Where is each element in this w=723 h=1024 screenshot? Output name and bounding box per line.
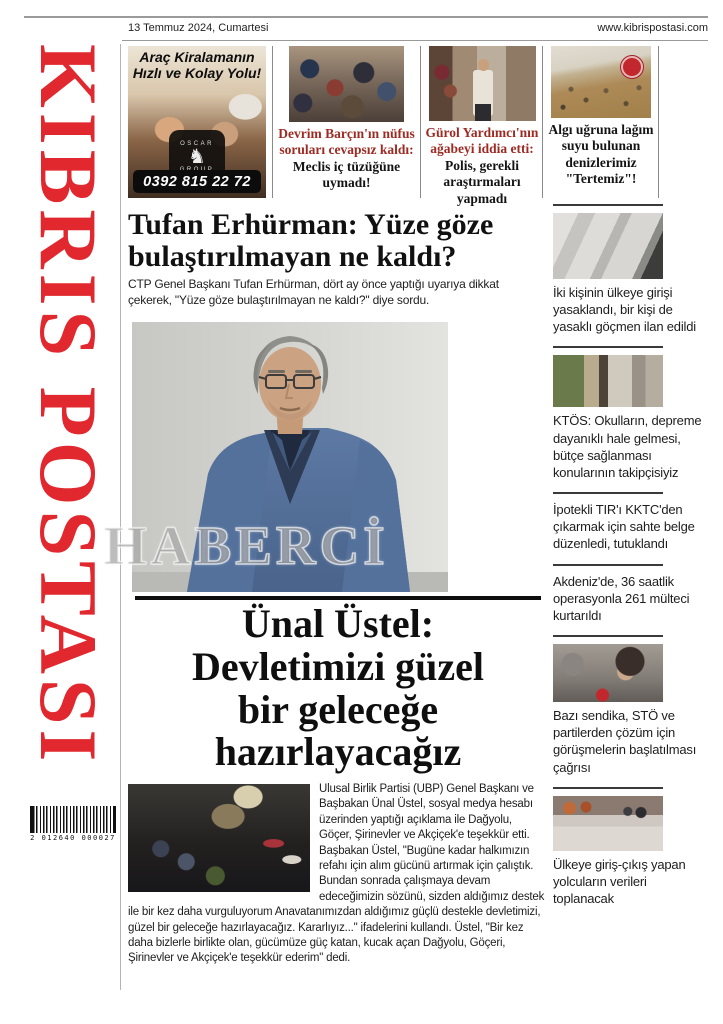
- sidebar-item-ktos: [553, 346, 705, 481]
- teaser-red-text: Devrim Barçın'ın nüfus soruları cevapsız kaldı:: [278, 126, 415, 158]
- teaser-divider: [420, 46, 421, 198]
- barcode-bars: [30, 806, 116, 833]
- beach-photo: [551, 46, 651, 118]
- horse-icon: ♞: [188, 146, 206, 168]
- top-bar: [24, 16, 708, 34]
- story-divider-rule: [135, 596, 541, 600]
- sidebar-item-text: Ülkeye giriş-çıkış yapan yolcuların verileri toplanacak: [553, 856, 686, 906]
- teaser-divider: [272, 46, 273, 198]
- teaser-divider: [658, 46, 659, 198]
- body-text: Ulusal Birlik Partisi (UBP) Genel Başkanı ve Başbakan Ünal Üstel, sosyal medya hesabı üzerinden yaptığı açıklama ile Dağyolu, Göçer, Şirinevler ve Akçiçek'e teşekkür etti. Başbakan Üstel, "Bugüne kadar halkımızın refahı için alım gücünü artırmak için çalıştık. Bundan sonrada çalışmaya devam edeceğimizin sözünü, sizden aldığımız destek ile bir kez daha vurguluyorum Anavatanımızdan aldığımız güçlü destekle devletimizi, güzel bir geleceğe hazırlayacağız. Kararlıyız..." ifadelerini kullandı. Üstel, "Bir kez daha bizlerle birlikte olan, gücümüze güç katan, kucak açan Dağyolu, Göçeri, Şirinevler ve Akçiçek'e teşekkür ederim" dedi.: [128, 783, 545, 965]
- spokeswoman-photo: [553, 644, 663, 702]
- teaser-algi-deniz: [546, 46, 656, 188]
- teaser-black-text: Algı uğruna lağım suyu bulunan denizlerimiz "Tertemiz"!: [548, 122, 654, 187]
- sidebar-item-text: İki kişinin ülkeye girişi yasaklandı, bir kişi de yasaklı göçmen ilan edildi: [553, 285, 696, 335]
- website-url: www.kibrispostasi.com: [597, 22, 708, 34]
- lead-standfirst: CTP Genel Başkanı Tufan Erhürman, dört ay önce yaptığı uyarıya dikkat çekerek, "Yüze göze bulaştırılmayan ne kaldı?" diye sordu.: [128, 277, 499, 307]
- lead-headline: Tufan Erhürman: Yüze göze bulaştırılmayan ne kaldı?: [128, 208, 494, 274]
- barcode-digits: 2 012640 000027: [30, 834, 116, 842]
- ad-phone-number: 0392 815 22 72: [133, 170, 261, 193]
- sidebar-item-text: Bazı sendika, STÖ ve partilerden çözüm için görüşmelerin başlatılması çağrısı: [553, 708, 697, 775]
- sidebar-item-akdeniz: [553, 564, 705, 624]
- ad-headline: Araç Kiralamanın Hızlı ve Kolay Yolu!: [132, 49, 262, 81]
- teaser-divider: [542, 46, 543, 198]
- man-photo: [429, 46, 536, 121]
- sidebar-item-tir: [553, 492, 705, 552]
- second-story-body: [128, 782, 545, 967]
- car-rental-ad: [128, 46, 266, 198]
- haberci-watermark: HABERCİ: [104, 515, 389, 576]
- teaser-black-text: Meclis iç tüzüğüne uymadı!: [292, 158, 401, 191]
- official-gazette-photo: [553, 213, 663, 279]
- airport-terminal-photo: [553, 796, 663, 851]
- sidebar-item-text: Akdeniz'de, 36 saatlik operasyonla 261 mülteci kurtarıldı: [553, 573, 690, 623]
- sidebar-item-sendika: [553, 635, 705, 776]
- teaser-black-text: Polis, gerekli araştırmaları yapmadı: [443, 157, 521, 206]
- sidebar-item-text: İpotekli TIR'ı KKTC'den çıkarmak için sahte belge düzenledi, tutuklandı: [553, 502, 695, 552]
- teaser-text: [546, 122, 656, 188]
- clean-sea-stamp-icon: [621, 56, 643, 78]
- second-headline: Ünal Üstel: Devletimizi güzel bir geleceğe hazırlayacağız: [191, 601, 485, 775]
- crowd-photo: [289, 46, 404, 122]
- sidebar-item-text: KTÖS: Okulların, depreme dayanıklı hale gelmesi, bütçe sağlanması konularının takipçisiyiz: [553, 413, 702, 480]
- ubp-rally-photo: [128, 784, 310, 892]
- teaser-devrim-barcin: [277, 46, 416, 192]
- brand-name-top: OSCAR: [180, 141, 214, 147]
- masthead-title: KIBRIS POSTASI: [23, 44, 114, 767]
- teaser-gurol-yardimci: [424, 46, 540, 207]
- teaser-text: [424, 125, 540, 207]
- sidebar-news-column: [553, 204, 705, 918]
- teaser-red-text: Gürol Yardımcı'nın ağabeyi iddia etti:: [425, 125, 539, 157]
- sidebar-item-yolcu-verileri: [553, 787, 705, 907]
- barcode: [30, 806, 116, 842]
- issue-date: 13 Temmuz 2024, Cumartesi: [128, 22, 269, 34]
- school-building-photo: [553, 355, 663, 407]
- teaser-text: [277, 126, 416, 192]
- top-bar-divider: [122, 40, 708, 41]
- sidebar-item-entry-ban: [553, 204, 705, 335]
